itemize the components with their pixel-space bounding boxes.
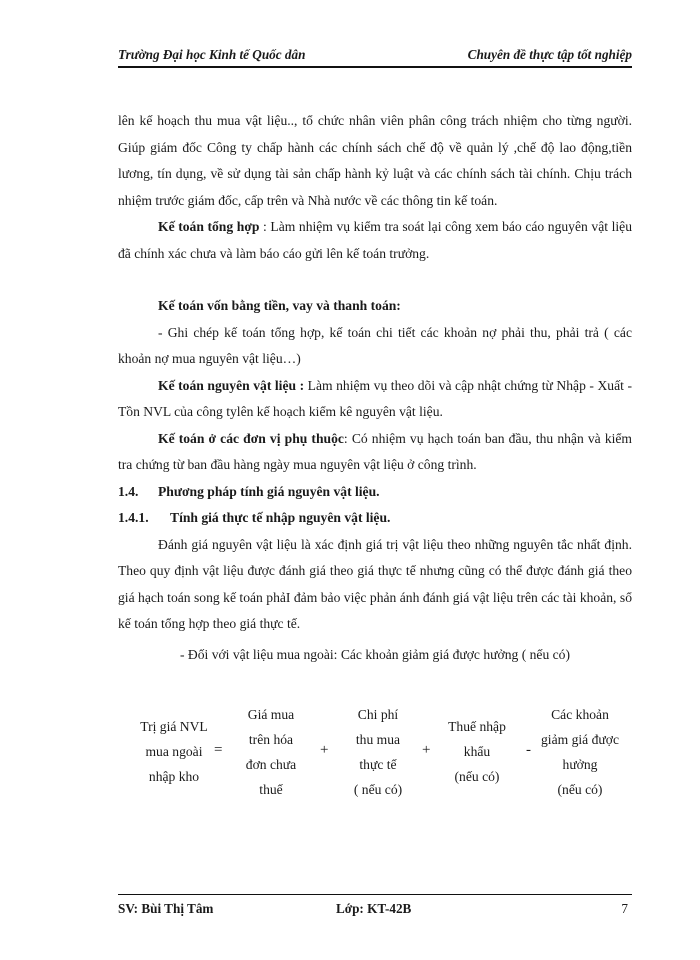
formula-equals: = xyxy=(214,742,223,758)
section-heading-1-4: 1.4. Phương pháp tính giá nguyên vật liệu. xyxy=(118,483,380,499)
formula-lhs: Trị giá NVL mua ngoài nhập kho xyxy=(140,719,208,784)
valuation-formula xyxy=(118,702,632,812)
paragraph-general-accountant: Kế toán tổng hợp : Làm nhiệm vụ kiểm tra soát lại công xem báo cáo nguyên vật liệu đã chính xác chưa và làm báo cáo gửi lên kế toán trưởng. xyxy=(118,219,632,261)
paragraph-cash-accountant-heading: Kế toán vốn bằng tiền, vay và thanh toán: xyxy=(158,298,401,313)
document-body xyxy=(118,108,632,668)
header-university: Trường Đại học Kinh tế Quốc dân xyxy=(118,47,306,62)
formula-term-purchase-price: Giá mua trên hóa đơn chưa thuế xyxy=(245,707,297,797)
header-document-title: Chuyên đề thực tập tốt nghiệp xyxy=(467,47,632,62)
page-number: 7 xyxy=(621,901,628,916)
page-header xyxy=(118,44,632,68)
formula-term-purchase-cost: Chi phí thu mua thực tế ( nếu có) xyxy=(353,707,403,797)
term-general-accountant: Kế toán tổng hợp xyxy=(158,219,260,234)
paragraph-cash-accountant-duty: - Ghi chép kế toán tổng hợp, kế toán chi tiết các khoản nợ phải thu, phải trả ( các khoản nợ mua nguyên vật liệu…) xyxy=(118,324,632,366)
formula-term-import-tax: Thuế nhập khẩu (nếu có) xyxy=(448,719,506,784)
footer-student: SV: Bùi Thị Tâm xyxy=(118,901,214,916)
section-heading-1-4-1: 1.4.1. Tính giá thực tế nhập nguyên vật liệu. xyxy=(118,510,391,525)
paragraph-subunit-accountant: Kế toán ở các đơn vị phụ thuộc: Có nhiệm vụ hạch toán ban đầu, thu nhận và kiểm tra chứng từ ban đầu hàng ngày mua nguyên vật liệu ở công trình. xyxy=(118,430,632,472)
paragraph-1: lên kế hoạch thu mua vật liệu.., tổ chức nhân viên phân công trách nhiệm cho từng người. Giúp giám đốc Công ty chấp hành các chính sách chế độ về quản lý ,chế độ lao động,tiền lương, tín dụng, về sử dụng tài sản chấp hành kỷ luật và các chính sách tài chính. Chịu trách nhiệm trước giám đốc, cấp trên và Nhà nước về các thông tin kế toán. xyxy=(118,113,632,208)
footer-class: Lớp: KT-42B xyxy=(336,901,412,916)
paragraph-valuation: Đánh giá nguyên vật liệu là xác định giá trị vật liệu theo những nguyên tắc nhất định. Theo quy định vật liệu được đánh giá theo giá thực tế nhưng cũng có thể được đánh giá theo giá hạch toán song kế toán phảI đảm bảo việc phản ánh đánh giá vật liệu trên các tài khoản, sổ kế toán tổng hợp theo giá thực tế. xyxy=(118,536,632,631)
formula-minus: - xyxy=(526,742,531,758)
paragraph-purchased-materials: - Đối với vật liệu mua ngoài: Các khoản giảm giá được hưởng ( nếu có) xyxy=(179,646,571,662)
formula-plus-2: + xyxy=(422,742,431,758)
page-footer xyxy=(118,894,632,917)
paragraph-material-accountant: Kế toán nguyên vật liệu : Làm nhiệm vụ theo dõi và cập nhật chứng từ Nhập - Xuất - Tồn NVL của công tylên kế hoạch kiểm kê nguyên vật liệu. xyxy=(118,377,632,419)
formula-plus-1: + xyxy=(320,742,329,758)
formula-term-discounts: Các khoản giảm giá được hưởng (nếu có) xyxy=(541,707,619,797)
